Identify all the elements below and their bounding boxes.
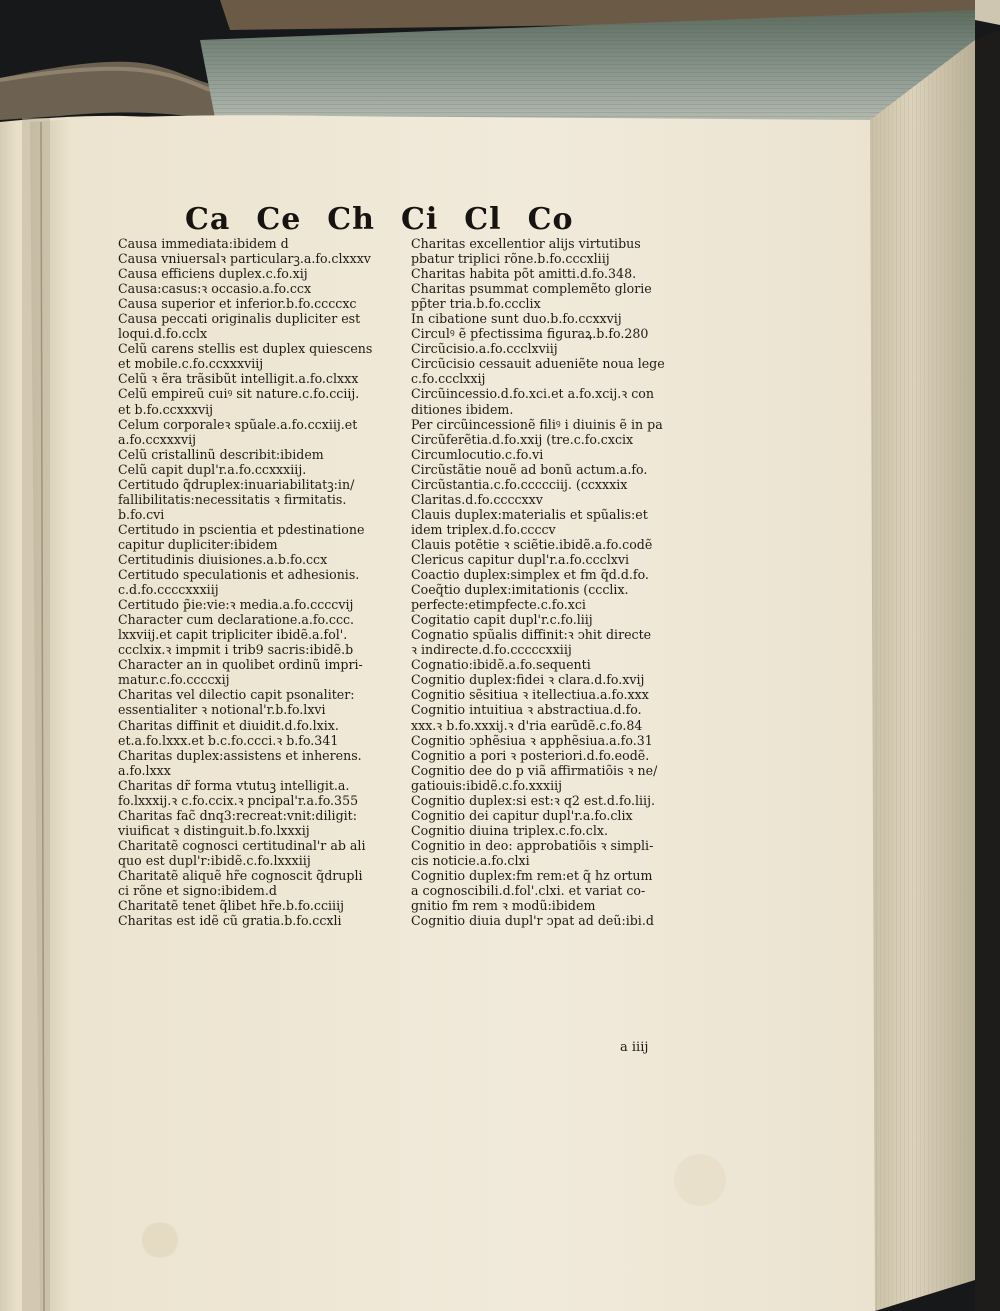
index-entry: et mobile.c.fo.ccxxxviij — [118, 356, 264, 372]
index-entry: Certitudinis diuisiones.a.b.fo.ccx — [118, 551, 328, 567]
index-entry: Certitudo q̃druplex:inuariabilitatꝫ:in/ — [118, 476, 355, 492]
index-entry: Circũincessio.d.fo.xci.et a.fo.xcij.ꝛ con — [411, 386, 654, 402]
index-entry: Causa peccati originalis dupliciter est — [118, 311, 361, 327]
index-entry: Charitas excellentior alijs virtutibus — [411, 236, 641, 251]
guide-cl: Cl — [464, 201, 502, 237]
index-entry: gnitio fm rem ꝛ modũ:ibidem — [411, 898, 596, 914]
index-entry: Causa vniuersalꝛ particularꝫ.a.fo.clxxxv — [118, 251, 371, 267]
index-entry: et.a.fo.lxxx.et b.c.fo.ccci.ꝛ b.fo.341 — [118, 732, 339, 748]
index-entry: Causa efficiens duplex.c.fo.xij — [118, 266, 308, 282]
index-entry: Charitas diffinit et diuidit.d.fo.lxix. — [118, 717, 339, 733]
index-entry: capitur dupliciter:ibidem — [118, 536, 278, 552]
index-entry: Charitatẽ tenet q̃libet hr̃e.b.fo.cciiij — [118, 898, 344, 914]
gutter-shadow — [22, 118, 50, 1311]
index-entry: Charitas dr̃ forma vtutuꝫ intelligit.a. — [118, 777, 350, 793]
index-entry: Cognitio sẽsitiua ꝛ itellectiua.a.fo.xxx — [411, 687, 649, 703]
index-entry: ꝛ indirecte.d.fo.cccccxxiij — [411, 642, 572, 658]
index-entry: Charitatẽ cognosci certitudinal'r ab ali — [118, 837, 366, 853]
index-entry: cis noticie.a.fo.clxi — [411, 852, 530, 868]
index-entry: Charitas vel dilectio capit psonaliter: — [118, 687, 355, 703]
index-entry: Clauis duplex:materialis et spũalis:et — [411, 506, 648, 522]
signature-mark: a iiij — [620, 1040, 649, 1055]
index-entry: Charitas fac̃ dnq3:recreat:vnit:diligit: — [118, 807, 357, 823]
index-entry: Charitas habita põt amitti.d.fo.348. — [411, 266, 637, 282]
index-entry: Celũ capit dupl'r.a.fo.ccxxxiij. — [118, 461, 307, 477]
index-entry: Circũcisio.a.fo.ccclxviij — [411, 341, 558, 357]
index-entry: matur.c.fo.ccccxij — [118, 672, 230, 688]
index-entry: Celũ ꝛ ẽra trãsibũt intelligit.a.fo.clxxx — [118, 371, 359, 387]
index-entry: Certitudo p̃ie:vie:ꝛ media.a.fo.ccccvij — [118, 597, 354, 613]
index-entry: Certitudo in pscientia et pdestinatione — [118, 521, 365, 537]
index-entry: Coeq̃tio duplex:imitationis (ccclix. — [411, 582, 629, 598]
index-entry: lxxviij.et capit tripliciter ibidẽ.a.fol'. — [118, 627, 348, 643]
guide-ch: Ch — [327, 201, 375, 237]
index-entry: loqui.d.fo.cclx — [118, 326, 208, 342]
index-entry: Character cum declaratione.a.fo.ccc. — [118, 612, 355, 628]
index-entry: Cognitio duplex:si est:ꝛ q2 est.d.fo.liij. — [411, 792, 655, 808]
index-entry: Cognitio diuina triplex.c.fo.clx. — [411, 822, 608, 838]
index-entry: Cognitio in deo: approbatiõis ꝛ simpli- — [411, 837, 654, 853]
index-entry: Charitas est idẽ cũ gratia.b.fo.ccxli — [118, 913, 342, 929]
index-entry: xxx.ꝛ b.fo.xxxij.ꝛ d'ria earũdẽ.c.fo.84 — [411, 717, 643, 733]
index-entry: Coactio duplex:simplex et fm q̃d.d.fo. — [411, 567, 649, 583]
index-entry: a cognoscibili.d.fol'.clxi. et variat co- — [411, 883, 646, 899]
index-entry: Charitatẽ aliquẽ hr̃e cognoscit q̃drupli — [118, 867, 363, 883]
index-entry: Character an in quolibet ordinũ impri- — [118, 657, 363, 673]
index-entry: essentialiter ꝛ notional'r.b.fo.lxvi — [118, 702, 326, 718]
index-entry: gatiouis:ibidẽ.c.fo.xxxiij — [411, 777, 563, 793]
index-entry: Claritas.d.fo.ccccxxv — [411, 491, 543, 507]
index-entry: et b.fo.ccxxxvij — [118, 401, 214, 417]
index-entry: a.fo.ccxxxvij — [118, 431, 196, 447]
index-entry: Circulꝰ ẽ pfectissima figuraꝝ.b.fo.280 — [411, 326, 649, 342]
guide-ce: Ce — [256, 201, 302, 237]
index-entry: Cognitio intuitiua ꝛ abstractiua.d.fo. — [411, 702, 642, 718]
index-entry: viuificat ꝛ distinguit.b.fo.lxxxij — [118, 822, 310, 838]
index-entry: c.fo.ccclxxij — [411, 371, 486, 387]
guide-ca: Ca — [185, 201, 231, 237]
index-entry: quo est dupl'r:ibidẽ.c.fo.lxxxiij — [118, 852, 311, 868]
index-entry: Causa immediata:ibidem d — [118, 236, 289, 251]
index-entry: In cibatione sunt duo.b.fo.ccxxvij — [411, 311, 622, 327]
index-column-right — [411, 236, 689, 928]
index-entry: ccclxix.ꝛ impmit i trib9 sacris:ibidẽ.b — [118, 642, 354, 658]
index-entry: Cognatio spũalis diffinit:ꝛ ↄhit directe — [411, 627, 652, 643]
index-entry: Cognitio duplex:fidei ꝛ clara.d.fo.xvij — [411, 672, 645, 688]
index-entry: Celũ empireũ cuiꝰ sit nature.c.fo.cciij. — [118, 386, 360, 402]
index-entry: Circũstãtie nouẽ ad bonũ actum.a.fo. — [411, 461, 648, 477]
index-entry: Per circũincessionẽ filiꝰ i diuinis ẽ in pa — [411, 416, 663, 432]
index-entry: pp̃ter tria.b.fo.ccclix — [411, 296, 541, 312]
index-entry: ditiones ibidem. — [411, 401, 514, 417]
index-entry: Celũ cristallinũ describit:ibidem — [118, 446, 324, 462]
index-entry: idem triplex.d.fo.ccccv — [411, 521, 556, 537]
index-entry: Cognatio:ibidẽ.a.fo.sequenti — [411, 657, 591, 673]
index-entry: Cognitio duplex:fm rem:et q̃ hz ortum — [411, 867, 653, 883]
index-entry: Celum corporaleꝛ spũale.a.fo.ccxiij.et — [118, 416, 358, 432]
index-entry: Cognitio a pori ꝛ posteriori.d.fo.eodẽ. — [411, 747, 650, 763]
index-entry: Circumlocutio.c.fo.vi — [411, 446, 544, 462]
index-entry: fo.lxxxij.ꝛ c.fo.ccix.ꝛ pncipal'r.a.fo.355 — [118, 792, 359, 808]
index-entry: Circũcisio cessauit adueniẽte noua lege — [411, 356, 665, 372]
index-entry: b.fo.cvi — [118, 506, 165, 522]
index-entry: Circũferẽtia.d.fo.xxij (tre.c.fo.cxcix — [411, 431, 634, 447]
index-entry: a.fo.lxxx — [118, 762, 171, 778]
index-entry: Cognitio diuia dupl'r ↄpat ad deũ:ibi.d — [411, 913, 654, 929]
index-entry: c.d.fo.ccccxxxiij — [118, 582, 219, 598]
index-entry: Cognitio dei capitur dupl'r.a.fo.clix — [411, 807, 633, 823]
guide-ci: Ci — [401, 201, 439, 237]
index-entry: Circũstantia.c.fo.ccccciij. (ccxxxix — [411, 476, 628, 492]
index-entry: perfecte:etimpfecte.c.fo.xci — [411, 597, 586, 613]
index-entry: Cogitatio capit dupl'r.c.fo.liij — [411, 612, 593, 628]
index-entry: Celũ carens stellis est duplex quiescens — [118, 341, 373, 357]
index-entry: fallibilitatis:necessitatis ꝛ firmitatis. — [118, 491, 347, 507]
index-entry: Causa:casus:ꝛ occasio.a.fo.ccx — [118, 281, 312, 297]
index-entry: Charitas psummat complemẽto glorie — [411, 281, 652, 297]
index-entry: Certitudo speculationis et adhesionis. — [118, 567, 360, 583]
index-entry: Causa superior et inferior.b.fo.ccccxc — [118, 296, 357, 312]
index-entry: Cognitio ↄphẽsiua ꝛ apphẽsiua.a.fo.31 — [411, 732, 653, 748]
index-entry: ci rõne et signo:ibidem.d — [118, 883, 277, 899]
index-entry: pbatur triplici rõne.b.fo.cccxliij — [411, 251, 610, 267]
guide-co: Co — [527, 201, 574, 237]
index-entry: Cognitio dee do p viã affirmatiõis ꝛ ne/ — [411, 762, 658, 778]
index-entry: Clericus capitur dupl'r.a.fo.ccclxvi — [411, 551, 629, 567]
index-entry: Clauis potẽtie ꝛ sciẽtie.ibidẽ.a.fo.codẽ — [411, 536, 653, 552]
index-column-left — [118, 236, 403, 928]
index-entry: Charitas duplex:assistens et inherens. — [118, 747, 362, 763]
